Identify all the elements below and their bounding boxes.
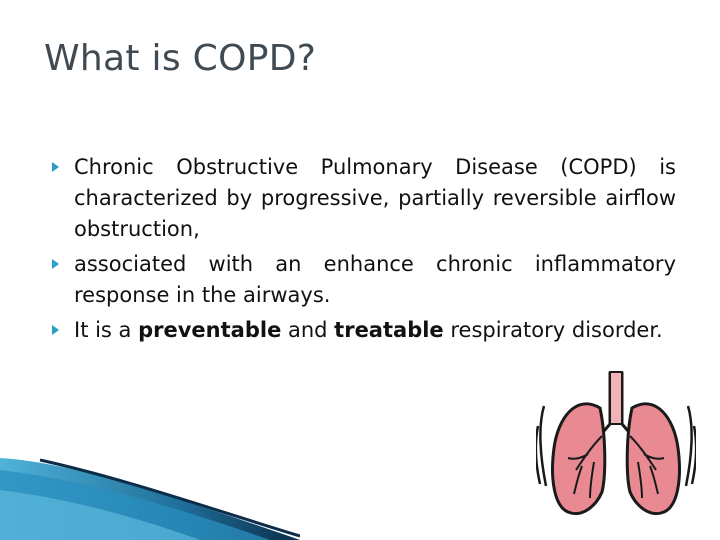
wave-decoration bbox=[0, 440, 300, 540]
triangle-right-icon bbox=[52, 162, 59, 172]
bullet-text-3-middle: and bbox=[281, 318, 335, 342]
bullet-text-3-prefix: It is a bbox=[74, 318, 139, 342]
triangle-right-icon bbox=[52, 325, 59, 335]
lungs-icon bbox=[536, 366, 696, 526]
bullet-text-2: associated with an enhance chronic inflammatory response in the airways. bbox=[74, 252, 676, 307]
emphasis-treatable: treatable bbox=[334, 318, 444, 342]
emphasis-preventable: preventable bbox=[138, 318, 282, 342]
slide-title: What is COPD? bbox=[44, 38, 317, 79]
bullet-item-2 bbox=[52, 249, 676, 311]
bullet-text-3-suffix: respiratory disorder. bbox=[443, 318, 663, 342]
bullet-list bbox=[52, 152, 676, 350]
bullet-item-1 bbox=[52, 152, 676, 245]
bullet-item-3 bbox=[52, 315, 676, 346]
triangle-right-icon bbox=[52, 259, 59, 269]
bullet-text-1: Chronic Obstructive Pulmonary Disease (COPD) is characterized by progressive, partially reversible airflow obstruction, bbox=[74, 155, 676, 241]
